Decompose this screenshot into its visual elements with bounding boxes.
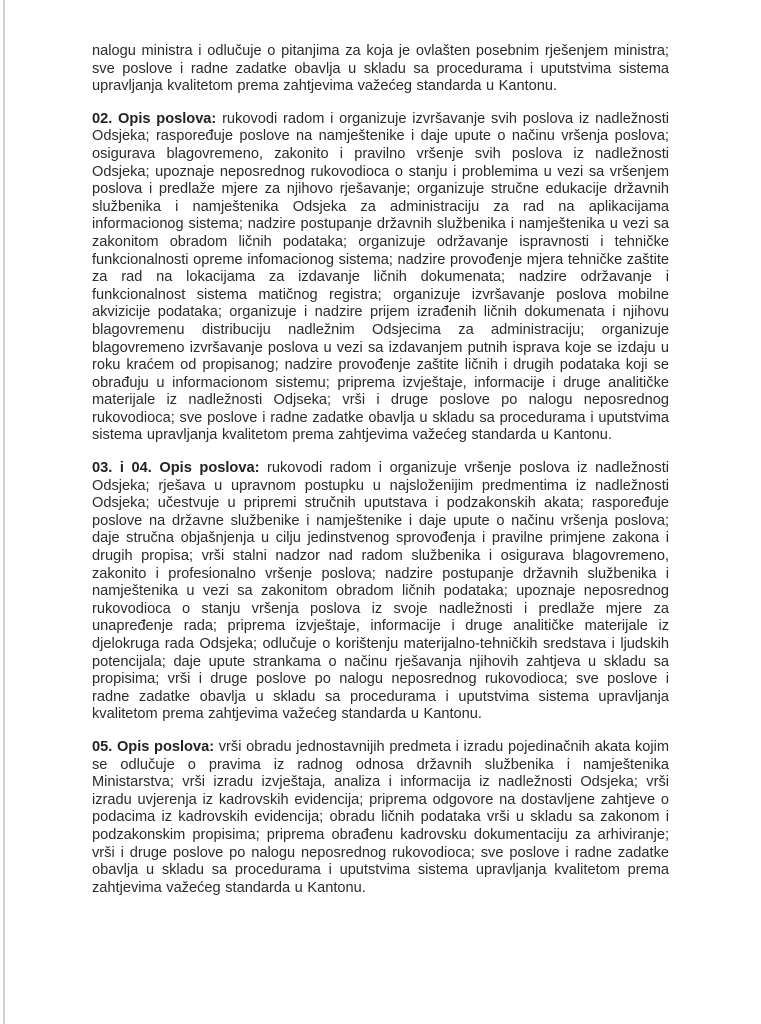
paragraph-label: 02. Opis poslova:: [92, 110, 217, 127]
paragraph-label: 05. Opis poslova:: [92, 738, 215, 755]
document-text-block: [92, 43, 669, 912]
paragraph-intro-continuation: [92, 43, 669, 96]
paragraph-text: nalogu ministra i odlučuje o pitanjima za koja je ovlašten posebnim rješenjem ministra; sve poslove i radne zadatke obavlja u skladu sa procedurama i uputstvima sistema upravljanja kvalitetom prema zahtjevima važećeg standarda u Kantonu.: [92, 43, 669, 95]
paragraph-label: 03. i 04. Opis poslova:: [92, 460, 260, 477]
scan-edge-line: [3, 0, 5, 1024]
paragraph-text: rukovodi radom i organizuje vršenje poslova iz nadležnosti Odsjeka; rješava u upravnom postupku u najsloženijim predmentima iz nadležnosti Odsjeka; učestvuje u pripremi stručnih uputstava i podzakonskih akata; raspoređuje poslove na državne službenike i namještenike i daje upute o načinu vršenja poslova; daje stručna objašnjenja u cilju jedinstvenog sprovođenja i pravilne primjene zakona i drugih propisa; vrši stalni nadzor nad radom službenika i osigurava blagovremeno, zakonito i profesionalno vršenje poslova; nadzire postupanje državnih službenika i namještenika u vezi sa zakonitom obradom ličnih podataka; upoznaje neposrednog rukovodioca o stanju vršenja poslova iz svoje nadležnosti i predlaže mjere za unapređenje rada; priprema izvještaje, informacije i druge analitičke materijale iz djelokruga rada Odsjeka; odlučuje o korištenju materijalno-tehničkih sredstava i ljudskih potencijala; daje upute strankama o načinu rješavanja njihovih zahtjeva u skladu sa propisima; vrši i druge poslove po nalogu neposrednog rukovodioca; sve poslove i radne zadatke obavlja u skladu sa procedurama i uputstvima sistema upravljanja kvalitetom prema zahtjevima važećeg standarda u Kantonu.: [92, 460, 669, 723]
paragraph-opis-poslova-02: [92, 111, 669, 445]
paragraph-text: vrši obradu jednostavnijih predmeta i izradu pojedinačnih akata kojim se odlučuje o pravima iz radnog odnosa državnih službenika i namještenika Ministarstva; vrši izradu izvještaja, analiza i informacija iz nadležnosti Odsjeka; vrši izradu uvjerenja iz kadrovskih evidencija; priprema odgovore na dostavljene zahtjeve o podacima iz kadrovskih evidencija; obradu ličnih podataka vrši u skladu sa zakonom i podzakonskim propisima; priprema obrađenu kadrovsku dokumentaciju za arhiviranje; vrši i druge poslove po nalogu neposrednog rukovodioca; sve poslove i radne zadatke obavlja u skladu sa procedurama i uputstvima sistema upravljanja kvalitetom prema zahtjevima važećeg standarda u Kantonu.: [92, 738, 670, 896]
paragraph-text: rukovodi radom i organizuje izvršavanje svih poslova iz nadležnosti Odsjeka; raspoređuje poslove na namještenike i daje upute o načinu vršenja poslova; osigurava blagovremeno, zakonito i pravilno vršenje svih poslova iz nadležnosti Odsjeka; upoznaje neposrednog rukovodioca o stanju i problemima u vezi sa vršenjem poslova i predlaže mjere za njihovo rješavanje; organizuje stručne edukacije državnih službenika i namještenika Odsjeka za administraciju za rad na aplikacijama informacionog sistema; nadzire postupanje državnih službenika i namještenika u vezi sa zakonitom obradom ličnih podataka; organizuje održavanje ispravnosti i tehničke funkcionalnosti opreme infomacionog sistema; nadzire provođenje mjera tehničke zaštite za rad na lokacijama za izdavanje ličnih dokumenata; nadzire održavanje i funkcionalnost sistema matičnog registra; organizuje izvršavanje poslova mobilne akvizicije podataka; organizuje i nadzire prijem izrađenih ličnih dokumenata i njihovu blagovremenu distribuciju nadležnim Odsjecima za administraciju; organizuje blagovremeno izvršavanje poslova u vezi sa izdavanjem putnih isprava koje se izdaju u roku kraćem od propisanog; nadzire provođenje zaštite ličnih i drugih podataka koji se obrađuju u informacionom sistemu; priprema izvještaje, informacije i druge analitičke materijale iz nadležnosti Odjseka; vrši i druge poslove po nalogu neposrednog rukovodioca; sve poslove i radne zadatke obavlja u skladu sa procedurama i uputstvima sistema upravljanja kvalitetom prema zahtjevima važećeg standarda u Kantonu.: [92, 110, 669, 444]
paragraph-opis-poslova-05: [92, 739, 669, 897]
paragraph-opis-poslova-03-04: [92, 460, 669, 724]
